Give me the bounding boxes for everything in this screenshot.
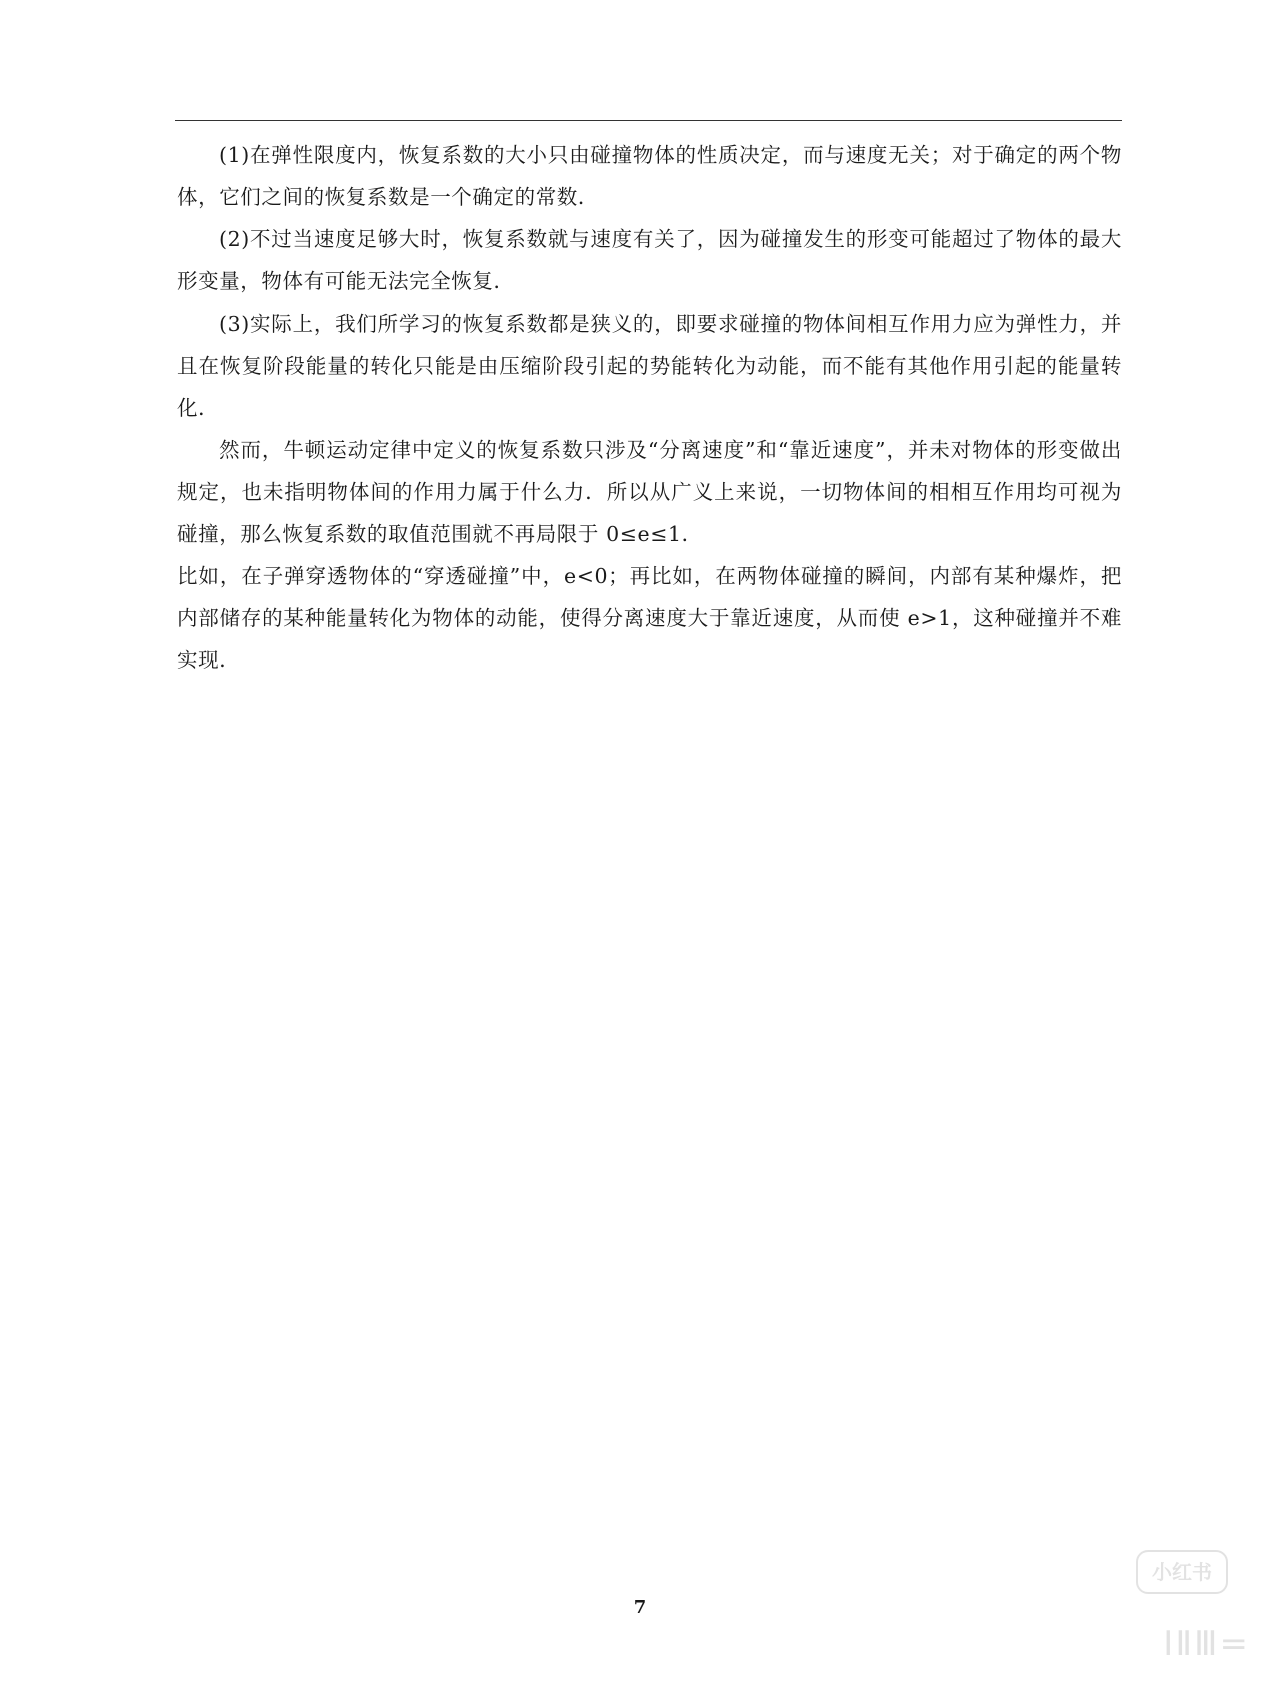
paragraph-2: (2)不过当速度足够大时，恢复系数就与速度有关了，因为碰撞发生的形变可能超过了物体的最大形变量，物体有可能无法完全恢复．	[177, 227, 1122, 294]
watermark-logo-icon: 小红书	[1136, 1550, 1228, 1594]
page-number: 7	[633, 1597, 647, 1618]
watermark	[1010, 1550, 1250, 1670]
paragraph-4: 然而，牛顿运动定律中定义的恢复系数只涉及“分离速度”和“靠近速度”，并未对物体的形变做出规定，也未指明物体间的作用力属于什么力．所以从广义上来说，一切物体间的相相互作用均可视为碰撞，那么恢复系数的取值范围就不再局限于 0≤e≤1．	[177, 437, 1122, 546]
watermark-bars-icon: ⅠⅡⅢ=	[1163, 1624, 1250, 1664]
header-rule	[175, 120, 1122, 121]
paragraph-5: 比如，在子弹穿透物体的“穿透碰撞”中，e<0；再比如，在两物体碰撞的瞬间，内部有某种爆炸，把内部储存的某种能量转化为物体的动能，使得分离速度大于靠近速度，从而使 e>1，这种碰撞并不难实现．	[177, 564, 1122, 673]
document-body	[177, 134, 1122, 681]
paragraph-3: (3)实际上，我们所学习的恢复系数都是狭义的，即要求碰撞的物体间相互作用力应为弹性力，并且在恢复阶段能量的转化只能是由压缩阶段引起的势能转化为动能，而不能有其他作用引起的能量转化．	[177, 311, 1122, 420]
paragraph-1: (1)在弹性限度内，恢复系数的大小只由碰撞物体的性质决定，而与速度无关；对于确定的两个物体，它们之间的恢复系数是一个确定的常数．	[177, 143, 1122, 209]
